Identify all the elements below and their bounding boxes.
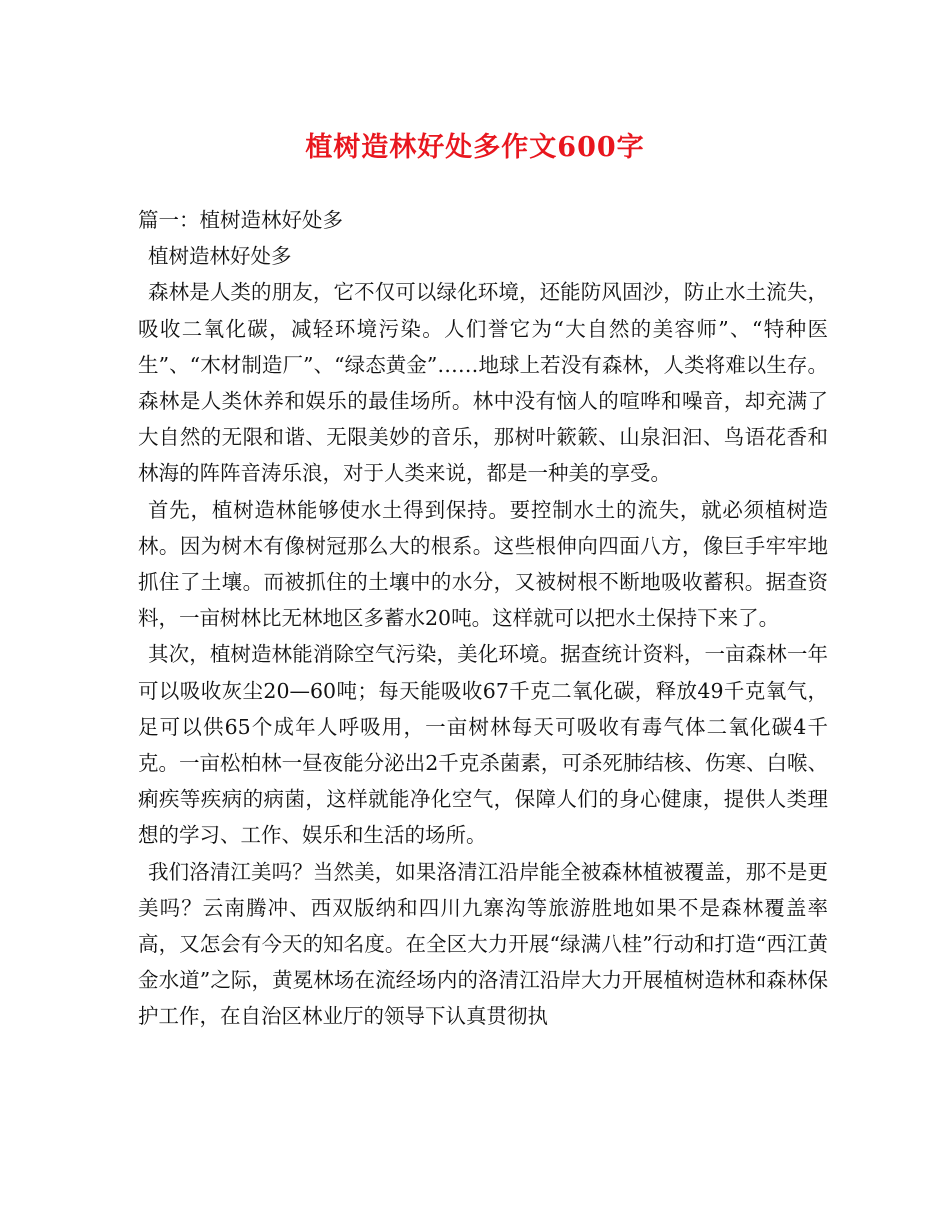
section-heading: 篇一：植树造林好处多 — [138, 208, 343, 232]
document-title: 植树造林好处多作文600字 — [305, 132, 645, 163]
paragraph-1: 森林是人类的朋友，它不仅可以绿化环境，还能防风固沙，防止水土流失，吸收二氧化碳，减轻环境污染。人们誉它为“大自然的美容师”、“特种医生”、“木材制造厂”、“绿态黄金”……地球上若没有森林，人类将难以生存。森林是人类休养和娱乐的最佳场所。林中没有恼人的喧哗和噪音，却充满了大自然的无限和谐、无限美妙的音乐，那树叶簌簌、山泉汩汩、鸟语花香和林海的阵阵音涛乐浪，对于人类来说，都是一种美的享受。 — [138, 280, 828, 486]
paragraph-4: 我们洛清江美吗？当然美，如果洛清江沿岸能全被森林植被覆盖，那不是更美吗？云南腾冲、西双版纳和四川九寨沟等旅游胜地如果不是森林覆盖率高，又怎会有今天的知名度。在全区大力开展“绿满八桂”行动和打造“西江黄金水道”之际，黄冕林场在流经场内的洛清江沿岸大力开展植树造林和森林保护工作，在自治区林业厅的领导下认真贯彻执 — [138, 859, 828, 1029]
article-subtitle: 植树造林好处多 — [148, 244, 292, 269]
document-body — [138, 202, 828, 1035]
paragraph-2: 首先，植树造林能够使水土得到保持。要控制水土的流失，就必须植树造林。因为树木有像树冠那么大的根系。这些根伸向四面八方，像巨手牢牢地抓住了土壤。而被抓住的土壤中的水分，又被树根不断地吸收蓄积。据查资料，一亩树林比无林地区多蓄水20吨。这样就可以把水土保持下来了。 — [138, 497, 828, 631]
paragraph-3: 其次，植树造林能消除空气污染，美化环境。据查统计资料，一亩森林一年可以吸收灰尘20—60吨；每天能吸收67千克二氧化碳，释放49千克氧气，足可以供65个成年人呼吸用，一亩树林每天可吸收有毒气体二氧化碳4千克。一亩松柏林一昼夜能分泌出2千克杀菌素，可杀死肺结核、伤寒、白喉、痢疾等疾病的病菌，这样就能净化空气，保障人们的身心健康，提供人类理想的学习、工作、娱乐和生活的场所。 — [138, 642, 828, 848]
